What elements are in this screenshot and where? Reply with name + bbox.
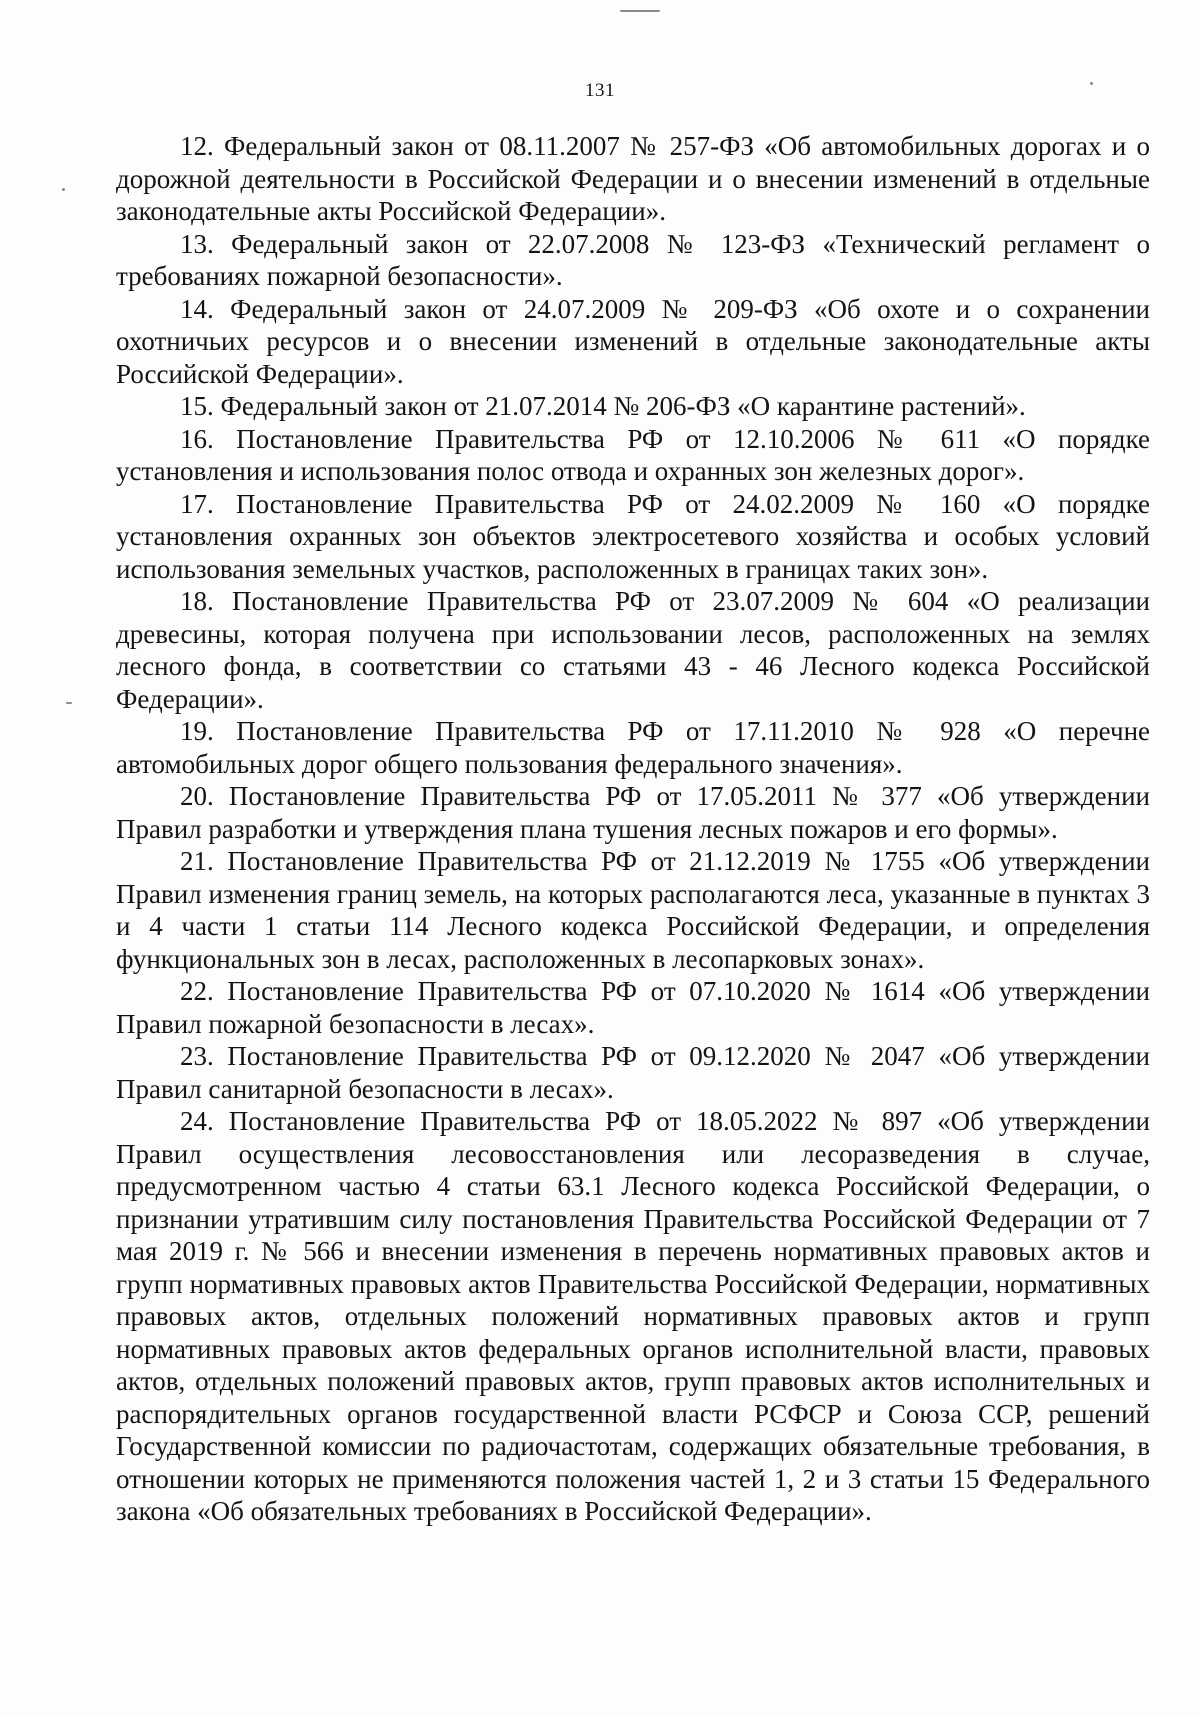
page-number: 131 xyxy=(585,80,615,101)
list-item: 18. Постановление Правительства РФ от 23.07.2009 № 604 «О реализации древесины, которая получена при использовании лесов, расположенных на землях лесного фонда, в соответствии со статьями 43 - 46 Лесного кодекса Российской Федерации». xyxy=(116,586,1150,714)
list-item: 23. Постановление Правительства РФ от 09.12.2020 № 2047 «Об утверждении Правил санитарной безопасности в лесах». xyxy=(116,1041,1150,1104)
list-item: 20. Постановление Правительства РФ от 17.05.2011 № 377 «Об утверждении Правил разработки и утверждения плана тушения лесных пожаров и его формы». xyxy=(116,781,1150,844)
scan-speck xyxy=(62,188,65,191)
list-item: 17. Постановление Правительства РФ от 24.02.2009 № 160 «О порядке установления охранных зон объектов электросетевого хозяйства и особых условий использования земельных участков, расположенных в границах таких зон». xyxy=(116,488,1150,584)
list-item: 14. Федеральный закон от 24.07.2009 № 209-ФЗ «Об охоте и о сохранении охотничьих ресурсов и о внесении изменений в отдельные законодательные акты Российской Федерации». xyxy=(116,293,1150,389)
list-item: 12. Федеральный закон от 08.11.2007 № 257-ФЗ «Об автомобильных дорогах и о дорожной деятельности в Российской Федерации и о внесении изменений в отдельные законодательные акты Российской Федерации». xyxy=(116,131,1150,226)
list-item: 15. Федеральный закон от 21.07.2014 № 206-ФЗ «О карантине растений». xyxy=(180,391,1026,421)
list-item: 22. Постановление Правительства РФ от 07.10.2020 № 1614 «Об утверждении Правил пожарной безопасности в лесах». xyxy=(116,976,1150,1039)
list-item: 16. Постановление Правительства РФ от 12.10.2006 № 611 «О порядке установления и использования полос отвода и охранных зон железных дорог». xyxy=(116,423,1150,486)
document-body xyxy=(116,130,1150,1528)
list-item: 19. Постановление Правительства РФ от 17.11.2010 № 928 «О перечне автомобильных дорог общего пользования федерального значения». xyxy=(116,716,1150,779)
list-item: 13. Федеральный закон от 22.07.2008 № 123-ФЗ «Технический регламент о требованиях пожарной безопасности». xyxy=(116,228,1150,291)
scan-speck xyxy=(620,10,660,12)
list-item: 21. Постановление Правительства РФ от 21.12.2019 № 1755 «Об утверждении Правил изменения границ земель, на которых располагаются леса, указанные в пунктах 3 и 4 части 1 статьи 114 Лесного кодекса Российской Федерации, и определения функциональных зон в лесах, расположенных в лесопарковых зонах». xyxy=(116,846,1150,974)
scan-speck xyxy=(66,702,72,704)
list-item: 24. Постановление Правительства РФ от 18.05.2022 № 897 «Об утверждении Правил осуществления лесовосстановления или лесоразведения в случае, предусмотренном частью 4 статьи 63.1 Лесного кодекса Российской Федерации, о признании утратившим силу постановления Правительства Российской Федерации от 7 мая 2019 г. № 566 и внесении изменения в перечень нормативных правовых актов и групп нормативных правовых актов Правительства Российской Федерации, нормативных правовых актов, отдельных положений нормативных правовых актов и групп нормативных правовых актов федеральных органов исполнительной власти, правовых актов, отдельных положений правовых актов, групп правовых актов исполнительных и распорядительных органов государственной власти РСФСР и Союза ССР, решений Государственной комиссии по радиочастотам, содержащих обязательные требования, в отношении которых не применяются положения частей 1, 2 и 3 статьи 15 Федерального закона «Об обязательных требованиях в Российской Федерации». xyxy=(116,1106,1150,1526)
